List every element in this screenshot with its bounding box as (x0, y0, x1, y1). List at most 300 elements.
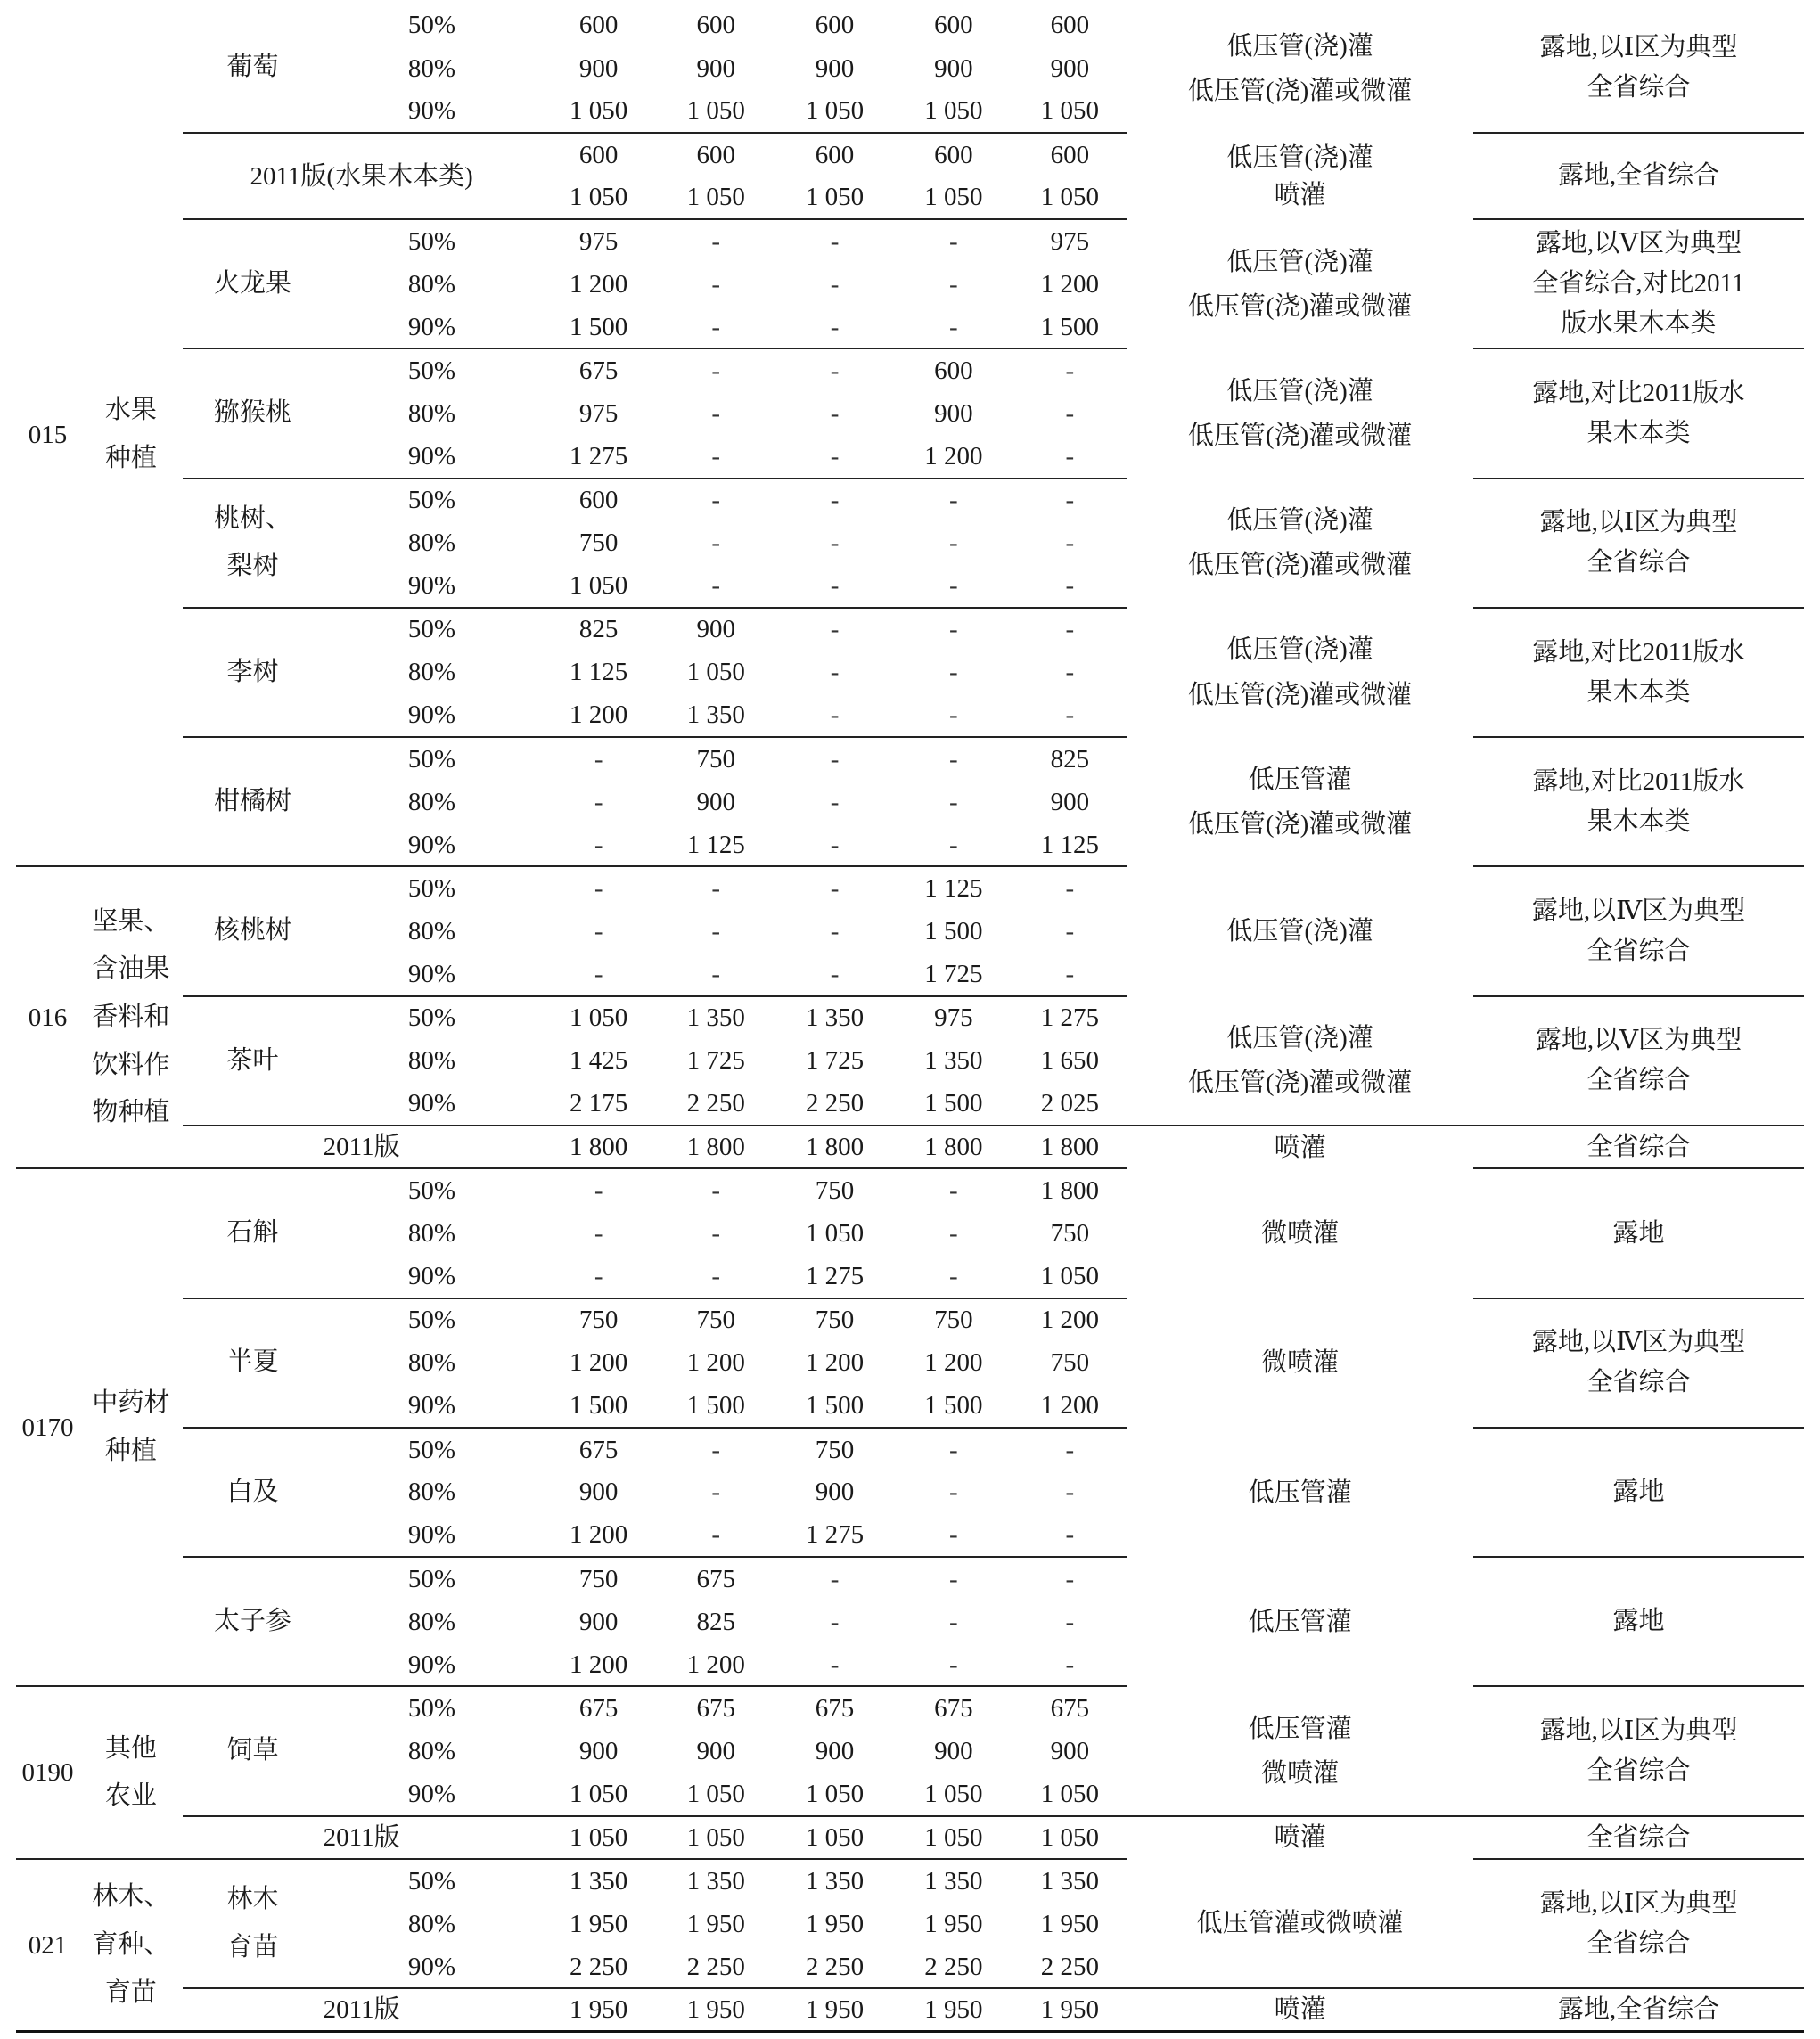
remark: 露地,以Ⅴ区为典型 全省综合 (1473, 996, 1804, 1126)
guarantee-rate: 90% (407, 830, 456, 859)
crop-name: 葡萄 (226, 53, 279, 82)
quota-value: - (1012, 479, 1127, 521)
quota-value: 2 175 (570, 1089, 628, 1118)
quota-value: - (830, 959, 840, 988)
table-row (16, 133, 1804, 176)
quota-value: - (711, 398, 721, 428)
quota-value: 1 800 (894, 1126, 1012, 1168)
quota-value: 2 250 (570, 1952, 628, 1981)
quota-value: 1 950 (924, 1909, 983, 1938)
quota-value: 1 050 (570, 1779, 628, 1808)
quota-value: - (948, 269, 958, 299)
quota-value: 600 (775, 133, 894, 176)
guarantee-rate: 80% (407, 658, 456, 687)
remark: 露地,对比2011版水 果木本类 (1473, 737, 1804, 866)
irrigation-method: 低压管(浇)灌或微灌 (1187, 76, 1413, 105)
remark: 露地,全省综合 (1473, 1988, 1804, 2031)
quota-value: 975 (1012, 219, 1127, 262)
remark: 露地,全省综合 (1473, 133, 1804, 219)
quota-value: 1 200 (1040, 269, 1099, 299)
crop-name: 茶叶 (183, 996, 324, 1126)
quota-value: 675 (541, 1428, 657, 1470)
quota-value: 1 350 (1012, 1859, 1127, 1902)
irrigation-method-cell (1127, 1428, 1473, 1557)
guarantee-rate: 50% (323, 1428, 540, 1470)
quota-value: 1 050 (686, 96, 745, 126)
quota-value: - (948, 312, 958, 341)
quota-value: - (830, 658, 840, 687)
irrigation-method: 低压管(浇)灌或微灌 (1187, 551, 1413, 580)
quota-value: - (830, 571, 840, 601)
quota-value: - (775, 219, 894, 262)
irrigation-method: 低压管灌 (1248, 1478, 1352, 1507)
quota-value: 1 950 (541, 1988, 657, 2031)
guarantee-rate: 50% (323, 996, 540, 1039)
quota-value: 1 650 (1040, 1046, 1099, 1076)
quota-value: 1 050 (541, 1816, 657, 1859)
irrigation-method: 低压管(浇)灌 (1226, 506, 1373, 536)
quota-value: 1 050 (686, 658, 745, 687)
table-row (16, 1686, 1804, 1729)
quota-value: 1 950 (686, 1909, 745, 1938)
quota-value: - (830, 700, 840, 730)
irrigation-method-cell (1127, 1298, 1473, 1428)
quota-value: - (830, 1650, 840, 1679)
table-row-2011 (16, 1126, 1804, 1168)
quota-value: 1 275 (570, 441, 628, 471)
quota-value: - (1065, 916, 1075, 946)
irrigation-method-cell (1127, 866, 1473, 995)
quota-value: 1 725 (686, 1046, 745, 1076)
quota-value: 600 (894, 348, 1012, 391)
guarantee-rate: 50% (323, 1168, 540, 1211)
industry-category: 水果 种植 (104, 396, 157, 472)
quota-value: 750 (1050, 1218, 1090, 1248)
irrigation-method: 低压管(浇)灌 (1226, 635, 1373, 665)
quota-value: 825 (696, 1607, 736, 1636)
quota-value: - (1065, 571, 1075, 601)
quota-value: 675 (657, 1557, 775, 1600)
guarantee-rate: 50% (323, 219, 540, 262)
irrigation-method-cell (1127, 1859, 1473, 1988)
irrigation-method: 微喷灌 (1261, 1758, 1340, 1788)
quota-value: - (1065, 398, 1075, 428)
quota-value: 900 (934, 398, 973, 428)
quota-value: 1 350 (657, 996, 775, 1039)
industry-category: 坚果、 含油果 香料和 饮料作 物种植 (79, 866, 183, 1168)
quota-value: - (711, 1520, 721, 1550)
table-row (16, 1859, 1804, 1902)
remark: 露地 (1473, 1168, 1804, 1298)
quota-value: - (830, 916, 840, 946)
quota-value: 1 950 (805, 1909, 865, 1938)
guarantee-rate: 50% (323, 1298, 540, 1341)
irrigation-method: 低压管(浇)灌或微灌 (1187, 1068, 1413, 1097)
quota-value: 1 275 (805, 1520, 865, 1550)
quota-value: - (711, 959, 721, 988)
quota-value: 1 800 (657, 1126, 775, 1168)
quota-value: 1 125 (686, 830, 745, 859)
quota-value: 825 (541, 608, 657, 651)
quota-value: 825 (1012, 737, 1127, 780)
quota-value: - (541, 1168, 657, 1211)
quota-value: 1 050 (805, 1218, 865, 1248)
guarantee-rate: 90% (407, 1261, 456, 1290)
irrigation-method-cell (1127, 996, 1473, 1126)
table-row (16, 348, 1804, 391)
quota-value: - (948, 658, 958, 687)
quota-value: - (657, 1168, 775, 1211)
irrigation-method-cell (1127, 4, 1473, 133)
quota-value: 600 (541, 479, 657, 521)
quota-value: - (948, 830, 958, 859)
quota-value: 1 725 (805, 1046, 865, 1076)
quota-value: - (711, 916, 721, 946)
quota-value: 900 (1050, 53, 1090, 83)
industry-category: 其他 农业 (79, 1686, 183, 1859)
remark: 全省综合 (1473, 1126, 1804, 1168)
table-row (16, 1168, 1804, 1211)
industry-category: 中药材 种植 (79, 1168, 183, 1686)
irrigation-method-cell (1127, 737, 1473, 866)
quota-value: 2 250 (1040, 1952, 1099, 1981)
guarantee-rate: 80% (407, 53, 456, 83)
industry-code: 015 (28, 420, 68, 449)
crop-name: 李树 (183, 608, 324, 737)
quota-value: 1 500 (686, 1391, 745, 1421)
quota-value: 1 500 (924, 1089, 983, 1118)
quota-value: - (894, 1557, 1012, 1600)
quota-value: - (948, 1218, 958, 1248)
quota-value: 1 200 (686, 1348, 745, 1378)
table-row-2011 (16, 1816, 1804, 1859)
version-label: 2011版 (183, 1816, 541, 1859)
guarantee-rate: 50% (323, 479, 540, 521)
quota-value: - (894, 1428, 1012, 1470)
irrigation-method: 低压管灌 (1248, 765, 1352, 794)
irrigation-method: 微喷灌 (1261, 1219, 1340, 1248)
guarantee-rate: 80% (407, 1607, 456, 1636)
quota-value: 1 200 (686, 1650, 745, 1679)
quota-value: 1 050 (805, 96, 865, 126)
irrigation-method-cell (1127, 133, 1473, 219)
irrigation-method: 低压管(浇)灌 (1226, 1023, 1373, 1052)
crop-name: 林木 育苗 (183, 1859, 324, 1988)
quota-value: 900 (578, 1736, 619, 1765)
table-row (16, 737, 1804, 780)
irrigation-method: 低压管(浇)灌 (1226, 143, 1373, 172)
remark: 露地,以Ⅴ区为典型 全省综合,对比2011 版水果木本类 (1473, 219, 1804, 348)
irrigation-method: 低压管(浇)灌 (1226, 247, 1373, 276)
quota-value: 1 950 (775, 1988, 894, 2031)
quota-value: - (594, 1261, 603, 1290)
quota-value: - (830, 398, 840, 428)
quota-value: - (948, 1607, 958, 1636)
quota-value: 1 800 (1012, 1126, 1127, 1168)
quota-value: 750 (775, 1428, 894, 1470)
remark: 露地,对比2011版水 果木本类 (1473, 348, 1804, 478)
quota-value: - (1065, 1520, 1075, 1550)
remark: 露地,以Ⅰ区为典型 全省综合 (1473, 1859, 1804, 1988)
quota-value: - (711, 441, 721, 471)
quota-value: - (541, 737, 657, 780)
guarantee-rate: 90% (407, 959, 456, 988)
quota-value: - (711, 1261, 721, 1290)
remark: 露地 (1473, 1428, 1804, 1557)
quota-value: 1 050 (894, 1816, 1012, 1859)
quota-value: 1 200 (570, 1520, 628, 1550)
quota-value: - (894, 608, 1012, 651)
guarantee-rate: 90% (407, 1650, 456, 1679)
quota-value: 900 (657, 608, 775, 651)
guarantee-rate: 80% (407, 398, 456, 428)
quota-value: 1 200 (570, 1650, 628, 1679)
guarantee-rate: 80% (407, 1478, 456, 1507)
quota-value: - (1065, 441, 1075, 471)
quota-value: 1 350 (775, 996, 894, 1039)
table-row (16, 4, 1804, 46)
quota-value: - (830, 269, 840, 299)
quota-value: - (1065, 959, 1075, 988)
quota-value: 1 050 (805, 183, 865, 212)
quota-value: 1 050 (924, 96, 983, 126)
irrigation-method: 低压管灌 (1248, 1607, 1352, 1636)
quota-value: 900 (578, 53, 619, 83)
quota-value: 675 (1012, 1686, 1127, 1729)
quota-value: 1 200 (1040, 1391, 1099, 1421)
quota-value: 900 (934, 53, 973, 83)
irrigation-method-cell (1127, 1557, 1473, 1686)
quota-value: - (830, 1607, 840, 1636)
guarantee-rate: 80% (407, 1348, 456, 1378)
crop-version-label: 2011版(水果木本类) (183, 133, 541, 219)
quota-value: - (948, 528, 958, 558)
quota-value: 2 250 (686, 1952, 745, 1981)
quota-value: 1 800 (541, 1126, 657, 1168)
guarantee-rate: 50% (323, 348, 540, 391)
quota-value: 900 (815, 53, 855, 83)
quota-value: 900 (696, 1736, 736, 1765)
table-row (16, 479, 1804, 521)
quota-value: - (657, 866, 775, 909)
quota-value: 1 500 (924, 916, 983, 946)
crop-name: 饲草 (183, 1686, 324, 1815)
quota-value: 1 050 (570, 183, 628, 212)
quota-value: - (894, 1168, 1012, 1211)
quota-value: - (775, 1557, 894, 1600)
crop-name: 白及 (183, 1428, 324, 1557)
quota-value: 1 350 (775, 1859, 894, 1902)
quota-value: - (657, 1428, 775, 1470)
quota-value: 1 500 (570, 1391, 628, 1421)
industry-code: 0190 (16, 1686, 79, 1859)
irrigation-quota-table (16, 4, 1804, 2033)
quota-value: 1 275 (805, 1261, 865, 1290)
quota-value: - (1012, 348, 1127, 391)
quota-value: 750 (894, 1298, 1012, 1341)
guarantee-rate: 90% (407, 312, 456, 341)
quota-value: 975 (578, 398, 619, 428)
quota-value: 1 200 (924, 1348, 983, 1378)
quota-value: 600 (696, 11, 736, 40)
quota-value: - (830, 441, 840, 471)
quota-value: 1 050 (686, 183, 745, 212)
quota-value: 900 (1050, 1736, 1090, 1765)
quota-value: - (894, 737, 1012, 780)
quota-value: - (711, 1478, 721, 1507)
quota-value: 1 350 (686, 700, 745, 730)
crop-name: 核桃树 (183, 866, 324, 995)
quota-value: 1 350 (541, 1859, 657, 1902)
guarantee-rate: 80% (407, 269, 456, 299)
quota-value: 1 050 (570, 96, 628, 126)
quota-value: - (830, 787, 840, 816)
irrigation-method: 低压管灌或微喷灌 (1196, 1909, 1404, 1938)
quota-value: 750 (775, 1168, 894, 1211)
quota-value: 675 (894, 1686, 1012, 1729)
quota-value: 1 500 (924, 1391, 983, 1421)
quota-value: 600 (657, 133, 775, 176)
quota-value: - (948, 571, 958, 601)
guarantee-rate: 80% (407, 1736, 456, 1765)
quota-value: - (1065, 658, 1075, 687)
quota-value: 1 050 (924, 183, 983, 212)
quota-value: - (830, 312, 840, 341)
guarantee-rate: 90% (407, 1089, 456, 1118)
crop-name: 猕猴桃 (183, 348, 324, 478)
quota-value: 1 800 (775, 1126, 894, 1168)
irrigation-method: 喷灌 (1127, 1988, 1473, 2031)
quota-value: - (775, 608, 894, 651)
quota-value: 900 (1050, 787, 1090, 816)
quota-value: 675 (657, 1686, 775, 1729)
quota-value: - (775, 737, 894, 780)
guarantee-rate: 90% (407, 441, 456, 471)
guarantee-rate: 90% (407, 700, 456, 730)
irrigation-method-cell (1127, 1686, 1473, 1815)
guarantee-rate: 80% (407, 528, 456, 558)
remark: 露地,以Ⅰ区为典型 全省综合 (1473, 479, 1804, 608)
crop-name: 石斛 (183, 1168, 324, 1298)
quota-value: - (1065, 1478, 1075, 1507)
crop-name: 柑橘树 (183, 737, 324, 866)
quota-value: 750 (578, 528, 619, 558)
quota-value: 1 200 (924, 441, 983, 471)
quota-value: 1 200 (570, 1348, 628, 1378)
quota-value: - (711, 528, 721, 558)
quota-value: 1 050 (805, 1779, 865, 1808)
crop-name: 火龙果 (183, 219, 324, 348)
quota-value: 2 025 (1040, 1089, 1099, 1118)
table-row (16, 608, 1804, 651)
quota-value: 1 950 (1040, 1909, 1099, 1938)
guarantee-rate: 90% (407, 1391, 456, 1421)
quota-value: - (1012, 1557, 1127, 1600)
quota-value: 1 050 (657, 1816, 775, 1859)
quota-value: 600 (894, 133, 1012, 176)
quota-value: 975 (541, 219, 657, 262)
quota-value: - (1012, 866, 1127, 909)
quota-value: 1 050 (570, 571, 628, 601)
table-row (16, 1557, 1804, 1600)
quota-value: - (948, 700, 958, 730)
quota-value: 1 050 (1012, 1816, 1127, 1859)
quota-value: 1 125 (894, 866, 1012, 909)
table-row (16, 219, 1804, 262)
quota-value: 1 350 (894, 1859, 1012, 1902)
table-row-2011 (16, 1988, 1804, 2031)
quota-value: - (711, 1218, 721, 1248)
quota-value: - (830, 528, 840, 558)
quota-value: - (1065, 528, 1075, 558)
quota-value: 600 (541, 133, 657, 176)
quota-value: 675 (541, 1686, 657, 1729)
quota-value: - (1012, 1428, 1127, 1470)
quota-value: 1 350 (657, 1859, 775, 1902)
quota-value: 1 950 (894, 1988, 1012, 2031)
guarantee-rate: 50% (407, 11, 456, 40)
remark: 全省综合 (1473, 1816, 1804, 1859)
quota-value: - (948, 1650, 958, 1679)
quota-value: 1 200 (1012, 1298, 1127, 1341)
guarantee-rate: 50% (323, 1859, 540, 1902)
quota-value: - (775, 348, 894, 391)
quota-value: - (948, 787, 958, 816)
quota-value: 2 250 (805, 1089, 865, 1118)
version-label: 2011版 (183, 1988, 541, 2031)
quota-value: 675 (775, 1686, 894, 1729)
quota-value: - (711, 269, 721, 299)
quota-value: - (948, 1261, 958, 1290)
guarantee-rate: 50% (323, 737, 540, 780)
irrigation-method: 喷灌 (1274, 180, 1326, 209)
crop-name: 桃树、 梨树 (183, 479, 324, 608)
irrigation-method: 低压管(浇)灌 (1226, 31, 1373, 61)
guarantee-rate: 80% (407, 1909, 456, 1938)
quota-value: 900 (578, 1478, 619, 1507)
irrigation-method: 低压管(浇)灌或微灌 (1187, 291, 1413, 321)
quota-value: 750 (775, 1298, 894, 1341)
guarantee-rate: 50% (323, 1686, 540, 1729)
remark: 露地,对比2011版水 果木本类 (1473, 608, 1804, 737)
quota-value: 1 950 (657, 1988, 775, 2031)
irrigation-method: 微喷灌 (1261, 1348, 1340, 1378)
quota-value: 750 (657, 737, 775, 780)
quota-value: - (711, 571, 721, 601)
irrigation-method-cell (1127, 479, 1473, 608)
quota-value: 600 (815, 11, 855, 40)
quota-value: - (594, 916, 603, 946)
quota-value: 1 350 (924, 1046, 983, 1076)
guarantee-rate: 90% (407, 96, 456, 126)
quota-value: 750 (1050, 1348, 1090, 1378)
quota-value: 900 (578, 1607, 619, 1636)
industry-category: 林木、 育种、 育苗 (79, 1859, 183, 2032)
quota-value: 1 200 (570, 269, 628, 299)
irrigation-method-cell (1127, 1168, 1473, 1298)
quota-value: 900 (696, 787, 736, 816)
quota-value: 600 (578, 11, 619, 40)
crop-name: 太子参 (183, 1557, 324, 1686)
quota-value: - (594, 830, 603, 859)
table-body (16, 4, 1804, 2032)
irrigation-method-cell (1127, 608, 1473, 737)
quota-value: 900 (934, 1736, 973, 1765)
quota-value: 600 (1012, 133, 1127, 176)
quota-value: - (594, 1218, 603, 1248)
quota-value: 2 250 (805, 1952, 865, 1981)
irrigation-method: 低压管(浇)灌或微灌 (1187, 809, 1413, 839)
